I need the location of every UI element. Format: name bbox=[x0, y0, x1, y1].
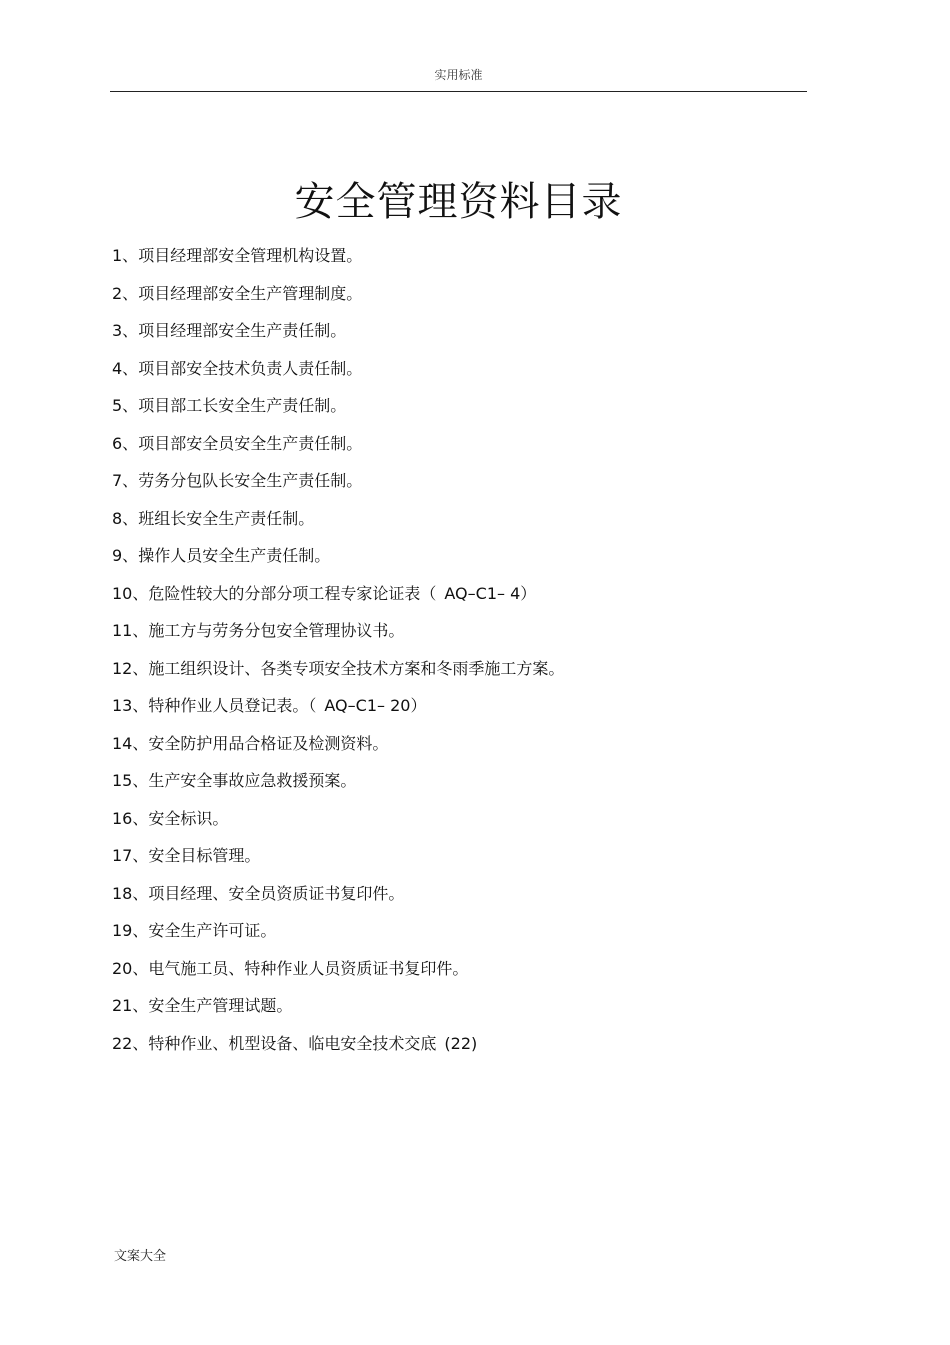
toc-item bbox=[112, 618, 812, 656]
toc-item-number: 22、 bbox=[112, 1033, 149, 1053]
toc-item bbox=[112, 281, 812, 319]
toc-item-text: 安全生产许可证。 bbox=[148, 921, 277, 940]
toc-item-number: 16、 bbox=[112, 808, 149, 828]
toc-item bbox=[112, 693, 812, 731]
toc-item-number: 19、 bbox=[112, 921, 149, 940]
page-footer: 文案大全 bbox=[114, 1249, 167, 1264]
toc-item-number: 17、 bbox=[112, 846, 149, 865]
toc-item-number: 1、 bbox=[112, 246, 139, 265]
toc-item bbox=[112, 581, 812, 619]
toc-item-text: 班组长安全生产责任制。 bbox=[138, 508, 315, 528]
toc-item-number: 14、 bbox=[112, 733, 149, 753]
header-rule bbox=[110, 91, 807, 92]
toc-item-number: 4、 bbox=[112, 358, 139, 378]
toc-item-text: 项目经理部安全管理机构设置。 bbox=[138, 246, 363, 265]
toc-item-number: 20、 bbox=[112, 958, 149, 978]
toc-item-number: 3、 bbox=[112, 321, 139, 340]
document-title: 安全管理资料目录 bbox=[294, 179, 623, 225]
toc-item bbox=[112, 843, 812, 881]
toc-item bbox=[112, 656, 812, 694]
toc-item-text: 项目经理、安全员资质证书复印件。 bbox=[148, 883, 405, 903]
toc-item-number: 15、 bbox=[112, 771, 149, 790]
toc-item-text: 安全防护用品合格证及检测资料。 bbox=[148, 733, 389, 753]
toc-item bbox=[112, 431, 812, 469]
toc-item-text: 劳务分包队长安全生产责任制。 bbox=[138, 471, 363, 490]
toc-item-number: 8、 bbox=[112, 508, 139, 528]
toc-item-number: 6、 bbox=[112, 433, 139, 453]
toc-item bbox=[112, 468, 812, 506]
toc-item-number: 18、 bbox=[112, 883, 149, 903]
toc-item-number: 9、 bbox=[112, 546, 139, 565]
toc-item bbox=[112, 731, 812, 769]
toc-item bbox=[112, 881, 812, 919]
toc-item bbox=[112, 768, 812, 806]
toc-item bbox=[112, 993, 812, 1031]
toc-item bbox=[112, 318, 812, 356]
toc-item-text: 安全目标管理。 bbox=[148, 846, 261, 865]
toc-item-text: 项目部安全技术负责人责任制。 bbox=[138, 358, 363, 378]
toc-item bbox=[112, 506, 812, 544]
toc-item bbox=[112, 1031, 812, 1069]
toc-item-text: 安全标识。 bbox=[148, 808, 229, 828]
toc-item-number: 7、 bbox=[112, 471, 139, 490]
toc-item-number: 21、 bbox=[112, 996, 149, 1015]
toc-item bbox=[112, 543, 812, 581]
page-header bbox=[110, 66, 807, 92]
toc-item bbox=[112, 243, 812, 281]
toc-item-number: 2、 bbox=[112, 283, 139, 303]
toc-item-number: 11、 bbox=[112, 621, 149, 640]
toc-list bbox=[112, 243, 812, 1068]
toc-item-text: 危险性较大的分部分项工程专家论证表（ bbox=[148, 583, 437, 603]
toc-item-text: 生产安全事故应急救援预案。 bbox=[148, 771, 357, 790]
toc-item-number: 12、 bbox=[112, 658, 149, 678]
toc-item-text: 特种作业人员登记表。（ bbox=[148, 696, 317, 715]
toc-item-number: 13、 bbox=[112, 696, 149, 715]
toc-item-text: 特种作业、机型设备、临电安全技术交底 bbox=[148, 1033, 437, 1053]
toc-item bbox=[112, 356, 812, 394]
toc-item-code: AQ–C1– 4） bbox=[444, 583, 537, 603]
toc-item-text: 施工方与劳务分包安全管理协议书。 bbox=[148, 621, 405, 640]
toc-item bbox=[112, 393, 812, 431]
toc-item-text: 项目部安全员安全生产责任制。 bbox=[138, 433, 363, 453]
toc-item-text: 项目部工长安全生产责任制。 bbox=[138, 396, 347, 415]
toc-item bbox=[112, 918, 812, 956]
toc-item-code: AQ–C1– 20） bbox=[324, 696, 427, 715]
toc-item-number: 10、 bbox=[112, 583, 149, 603]
toc-item-number: 5、 bbox=[112, 396, 139, 415]
toc-item-text: 施工组织设计、各类专项安全技术方案和冬雨季施工方案。 bbox=[148, 658, 565, 678]
toc-item-text: 项目经理部安全生产责任制。 bbox=[138, 321, 347, 340]
header-text: 实用标准 bbox=[434, 68, 483, 82]
toc-item bbox=[112, 806, 812, 844]
toc-item-text: 电气施工员、特种作业人员资质证书复印件。 bbox=[148, 958, 469, 978]
toc-item-text: 安全生产管理试题。 bbox=[148, 996, 293, 1015]
toc-item bbox=[112, 956, 812, 994]
toc-item-text: 项目经理部安全生产管理制度。 bbox=[138, 283, 363, 303]
toc-item-text: 操作人员安全生产责任制。 bbox=[138, 546, 331, 565]
toc-item-code: (22) bbox=[444, 1033, 478, 1053]
